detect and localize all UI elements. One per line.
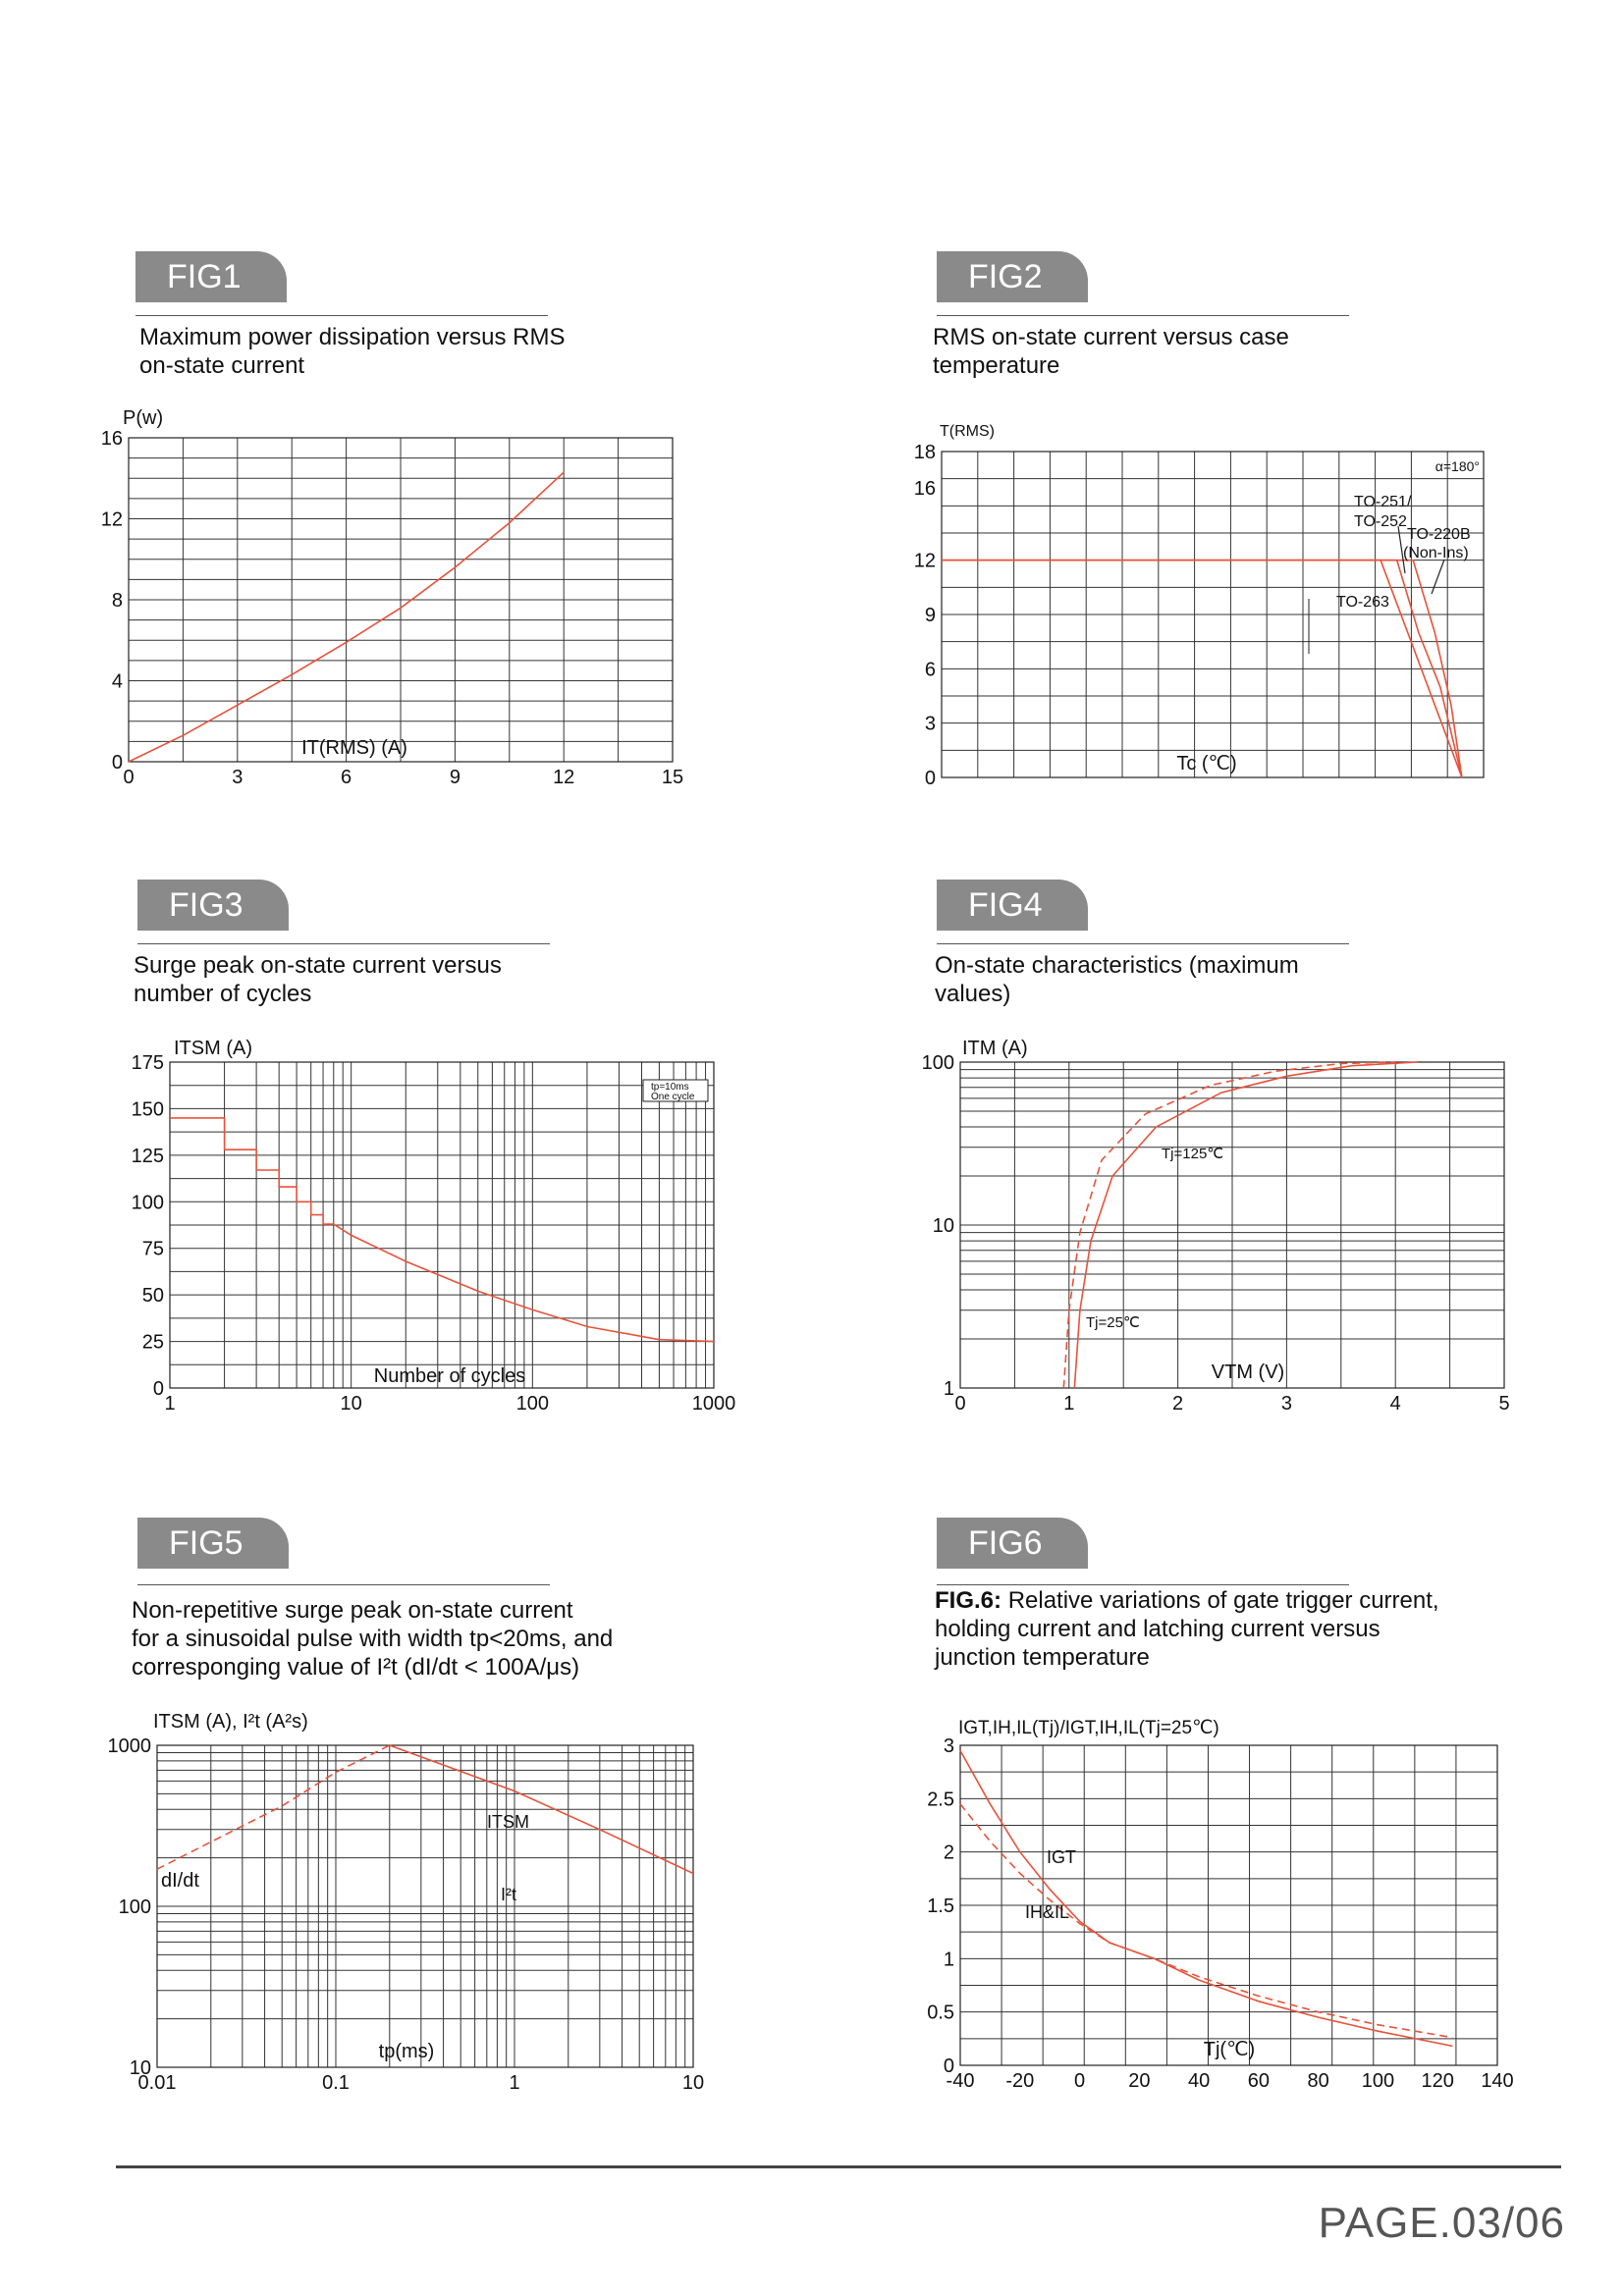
fig4-annot-25: Tj=25℃ xyxy=(1086,1314,1140,1331)
fig6-xtick-label: 140 xyxy=(1481,2070,1514,2092)
fig6-ytick-label: 1 xyxy=(943,1949,954,1971)
fig5-xtick-label: 1 xyxy=(509,2072,520,2094)
fig2-ylabel: T(RMS) xyxy=(940,423,995,440)
fig3-ytick-label: 25 xyxy=(141,1331,164,1354)
fig3-annot-tp: tp=10ms xyxy=(651,1082,689,1093)
fig6-ytick-label: 0 xyxy=(943,2056,954,2077)
fig6-xtick-label: 80 xyxy=(1307,2070,1329,2092)
fig1-xtick-label: 3 xyxy=(232,767,244,788)
fig6-ytick-label: 1.5 xyxy=(927,1896,954,1917)
fig1-chart xyxy=(101,407,683,788)
fig4-grid xyxy=(960,1062,1504,1388)
fig1-xtick-label: 9 xyxy=(449,767,460,788)
fig3-ylabel: ITSM (A) xyxy=(174,1038,252,1059)
fig2-annot-nonins: (Non-Ins) xyxy=(1403,545,1469,561)
fig3-ytick-label: 175 xyxy=(131,1052,164,1074)
fig1-ytick-label: 4 xyxy=(111,670,123,693)
footer-rule xyxy=(116,2165,1561,2168)
fig5-ytick-label: 10 xyxy=(129,2057,151,2079)
fig6-series-line xyxy=(960,1750,1452,2046)
fig2-annot-alpha: α=180° xyxy=(1435,458,1480,474)
fig6-xlabel: Tj(℃) xyxy=(1203,2039,1256,2060)
fig5-xtick-label: 10 xyxy=(681,2072,705,2094)
fig1-xtick-label: 6 xyxy=(341,767,352,788)
fig6-tab: FIG6 xyxy=(937,1518,1088,1569)
fig1-ytick-label: 12 xyxy=(100,508,123,531)
fig2-tab: FIG2 xyxy=(937,251,1088,302)
fig4-caption: On-state characteristics (maximum values) xyxy=(935,952,1299,1007)
fig2-ytick-label: 6 xyxy=(924,659,936,681)
fig2-ytick-label: 12 xyxy=(913,550,936,572)
fig4-xtick-label: 2 xyxy=(1172,1393,1184,1415)
fig4-ytick-label: 1 xyxy=(943,1378,954,1400)
fig5-ylabel: ITSM (A), I²t (A²s) xyxy=(153,1711,308,1733)
fig5-tab: FIG5 xyxy=(137,1518,289,1569)
fig5-annot-didt: dI/dt xyxy=(161,1870,199,1892)
fig3-ytick-label: 50 xyxy=(141,1285,164,1308)
fig2-annot-to263: TO-263 xyxy=(1336,594,1389,611)
fig1-xtick-label: 12 xyxy=(553,767,575,788)
fig2-ytick-label: 18 xyxy=(913,442,936,463)
fig1-xtick-label: 15 xyxy=(661,767,684,788)
fig5-xtick-label: 0.01 xyxy=(137,2072,177,2094)
fig2-ytick-label: 16 xyxy=(913,477,936,500)
fig3-ytick-label: 125 xyxy=(131,1145,164,1167)
fig2-ytick-label: 9 xyxy=(924,605,936,626)
fig5-grid xyxy=(157,1745,693,2067)
fig6-xtick-label: 0 xyxy=(1073,2070,1086,2092)
fig2-arrow-2 xyxy=(1432,560,1444,594)
fig1-ylabel: P(w) xyxy=(123,407,164,429)
fig3-ytick-label: 0 xyxy=(152,1378,164,1400)
fig2-chart xyxy=(914,423,1484,789)
fig6-annot-ihil: IH&IL xyxy=(1025,1902,1070,1922)
fig6-xtick-label: 20 xyxy=(1128,2070,1151,2092)
fig1-tab: FIG1 xyxy=(135,251,287,302)
fig5-xtick-label: 0.1 xyxy=(322,2072,350,2094)
fig3-ytick-label: 150 xyxy=(131,1098,164,1121)
fig3-grid xyxy=(170,1062,714,1388)
fig4-xlabel: VTM (V) xyxy=(1211,1362,1285,1383)
fig2-xlabel: Tc (℃) xyxy=(1176,753,1237,774)
fig6-xtick-label: 40 xyxy=(1187,2070,1211,2092)
fig5-caption: Non-repetitive surge peak on-state current for a sinusoidal pulse with width tp<20ms, and corresponging value of I²t (dI/dt < 100A/μs) xyxy=(132,1597,614,1681)
fig3-xtick-label: 1000 xyxy=(691,1393,736,1415)
fig6-ylabel: IGT,IH,IL(Tj)/IGT,IH,IL(Tj=25℃) xyxy=(958,1718,1219,1738)
fig6-ytick-label: 3 xyxy=(943,1735,954,1757)
page-number: PAGE.03/06 xyxy=(1318,2199,1565,2247)
fig2-ytick-label: 0 xyxy=(924,768,936,789)
fig6-ytick-label: 0.5 xyxy=(927,2002,954,2024)
fig1-grid xyxy=(129,438,673,762)
fig6-chart xyxy=(927,1718,1514,2092)
fig2-annot-to251: TO-251/ xyxy=(1354,494,1412,510)
fig3-xtick-label: 100 xyxy=(515,1393,550,1415)
fig1-ytick-label: 8 xyxy=(111,590,123,612)
fig5-series-line xyxy=(157,1745,390,1869)
fig2-caption: RMS on-state current versus case temperature xyxy=(933,324,1289,379)
fig5-annot-i2t: I²t xyxy=(501,1885,516,1904)
fig4-xtick-label: 1 xyxy=(1063,1393,1075,1415)
fig3-series-line xyxy=(170,1118,714,1342)
fig4-chart xyxy=(922,1038,1510,1415)
fig4-tab: FIG4 xyxy=(937,880,1088,931)
fig5-annot-itsm: ITSM xyxy=(487,1812,529,1832)
fig3-xlabel: Number of cycles xyxy=(373,1365,526,1387)
fig5-ytick-label: 100 xyxy=(118,1896,151,1918)
fig5-ytick-label: 1000 xyxy=(107,1735,151,1757)
fig6-xtick-label: -20 xyxy=(1005,2070,1035,2092)
fig6-xtick-label: 100 xyxy=(1361,2070,1395,2092)
fig4-xtick-label: 0 xyxy=(954,1393,966,1415)
fig3-ytick-label: 75 xyxy=(141,1238,164,1260)
fig4-xtick-label: 4 xyxy=(1389,1393,1401,1415)
fig6-xtick-label: 120 xyxy=(1421,2070,1454,2092)
fig6-xtick-label: -40 xyxy=(946,2070,975,2092)
fig6-caption-text: Relative variations of gate trigger current, holding current and latching current versus junction temperature xyxy=(935,1587,1439,1671)
fig3-chart xyxy=(132,1038,736,1415)
fig4-xtick-label: 3 xyxy=(1280,1393,1292,1415)
fig4-ylabel: ITM (A) xyxy=(962,1038,1028,1059)
fig3-caption: Surge peak on-state current versus number of cycles xyxy=(134,952,502,1007)
fig6-caption-bold: FIG.6: xyxy=(935,1587,1002,1614)
fig1-ytick-label: 16 xyxy=(100,428,123,450)
fig5-xlabel: tp(ms) xyxy=(378,2041,435,2062)
fig3-annot-cycle: One cycle xyxy=(651,1092,695,1102)
fig3-ytick-label: 100 xyxy=(131,1192,164,1214)
fig2-annot-to220b: TO-220B xyxy=(1407,526,1471,543)
fig1-caption: Maximum power dissipation versus RMS on-state current xyxy=(139,324,566,379)
fig1-ytick-label: 0 xyxy=(111,752,123,774)
fig6-ytick-label: 2.5 xyxy=(927,1789,954,1811)
fig6-xtick-label: 60 xyxy=(1247,2070,1271,2092)
fig4-xtick-label: 5 xyxy=(1498,1393,1510,1415)
fig4-annot-125: Tj=125℃ xyxy=(1162,1146,1224,1162)
fig3-xtick-label: 1 xyxy=(164,1393,176,1415)
fig2-annot-to252: TO-252 xyxy=(1354,513,1407,530)
fig3-tab: FIG3 xyxy=(137,880,289,931)
fig6-annot-igt: IGT xyxy=(1047,1847,1076,1867)
fig6-ytick-label: 2 xyxy=(943,1842,954,1864)
fig1-xlabel: IT(RMS) (A) xyxy=(301,737,407,759)
fig1-xtick-label: 0 xyxy=(123,767,135,788)
fig2-ytick-label: 3 xyxy=(924,713,936,735)
fig5-chart xyxy=(108,1711,705,2094)
fig4-ytick-label: 100 xyxy=(921,1052,954,1074)
fig4-ytick-label: 10 xyxy=(932,1215,954,1237)
fig3-xtick-label: 10 xyxy=(340,1393,362,1415)
